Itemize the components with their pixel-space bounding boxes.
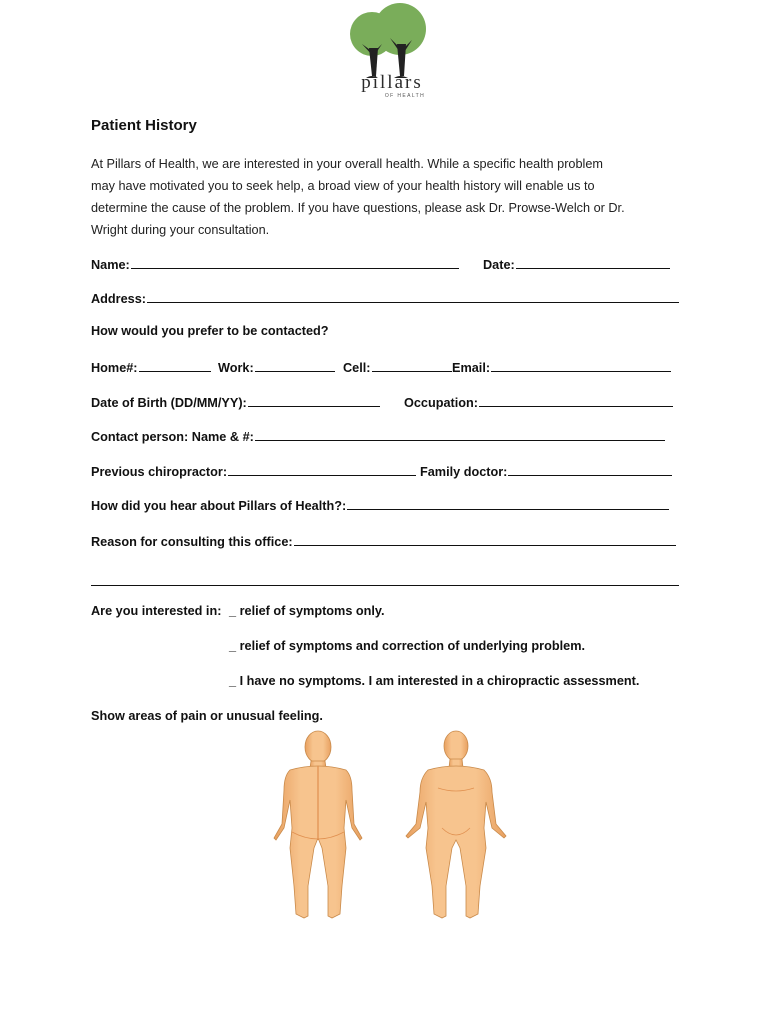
family-doctor-field [420,463,672,479]
prev-chiro-field [91,463,416,479]
interest-option[interactable]: _ relief of symptoms and correction of underlying problem. [229,639,586,653]
address-input-line[interactable] [147,290,679,303]
intro-line: determine the cause of the problem. If you have questions, please ask Dr. Prowse-Welch or Dr. [91,201,625,215]
body-back-view-icon[interactable] [274,731,362,918]
date-input-line[interactable] [516,256,670,269]
body-front-view-icon[interactable] [406,731,506,918]
cell-label: Cell: [343,361,371,375]
logo-wordmark: pillars [361,72,423,93]
intro-paragraph [91,153,681,241]
email-label: Email: [452,361,491,375]
home-input-line[interactable] [139,359,211,372]
email-field [452,359,671,375]
occupation-label: Occupation: [404,396,479,410]
dob-label: Date of Birth (DD/MM/YY): [91,396,247,410]
body-diagram[interactable] [248,728,533,923]
intro-line: may have motivated you to seek help, a broad view of your health history will enable us to [91,179,595,193]
home-label: Home#: [91,361,138,375]
interest-option[interactable]: _ I have no symptoms. I am interested in a chiropractic assessment. [229,674,640,688]
occupation-field [404,394,673,410]
date-label: Date: [483,258,515,272]
family-doctor-label: Family doctor: [420,465,508,479]
reason-input-line[interactable] [294,533,676,546]
reason-label: Reason for consulting this office: [91,535,293,549]
email-input-line[interactable] [491,359,671,372]
prev-chiro-label: Previous chiropractor: [91,465,228,479]
reason-field [91,533,676,549]
cell-field [343,359,452,375]
occupation-input-line[interactable] [479,394,673,407]
heard-about-label: How did you hear about Pillars of Health?: [91,499,347,513]
intro-line: At Pillars of Health, we are interested in your overall health. While a specific health problem [91,157,603,171]
work-label: Work: [218,361,254,375]
work-field [218,359,335,375]
address-field [91,290,679,306]
name-field [91,256,459,272]
interest-label: Are you interested in: [91,604,222,618]
logo-subtext: OF HEALTH [384,93,426,99]
dob-field [91,394,380,410]
name-label: Name: [91,258,130,272]
prev-chiro-input-line[interactable] [228,463,416,476]
cell-input-line[interactable] [372,359,452,372]
contact-person-label: Contact person: Name & #: [91,430,254,444]
name-input-line[interactable] [131,256,459,269]
contact-person-input-line[interactable] [255,428,665,441]
work-input-line[interactable] [255,359,335,372]
contact-question: How would you prefer to be contacted? [91,324,329,338]
address-label: Address: [91,292,146,306]
page-title: Patient History [91,117,197,134]
home-field [91,359,211,375]
intro-line: Wright during your consultation. [91,223,270,237]
interest-option[interactable]: _ relief of symptoms only. [229,604,385,618]
contact-person-field [91,428,665,444]
heard-about-input-line[interactable] [347,497,669,510]
date-field [483,256,670,272]
pain-label: Show areas of pain or unusual feeling. [91,709,323,723]
reason-continuation-line[interactable] [91,585,679,586]
dob-input-line[interactable] [248,394,380,407]
heard-about-field [91,497,669,513]
family-doctor-input-line[interactable] [508,463,672,476]
